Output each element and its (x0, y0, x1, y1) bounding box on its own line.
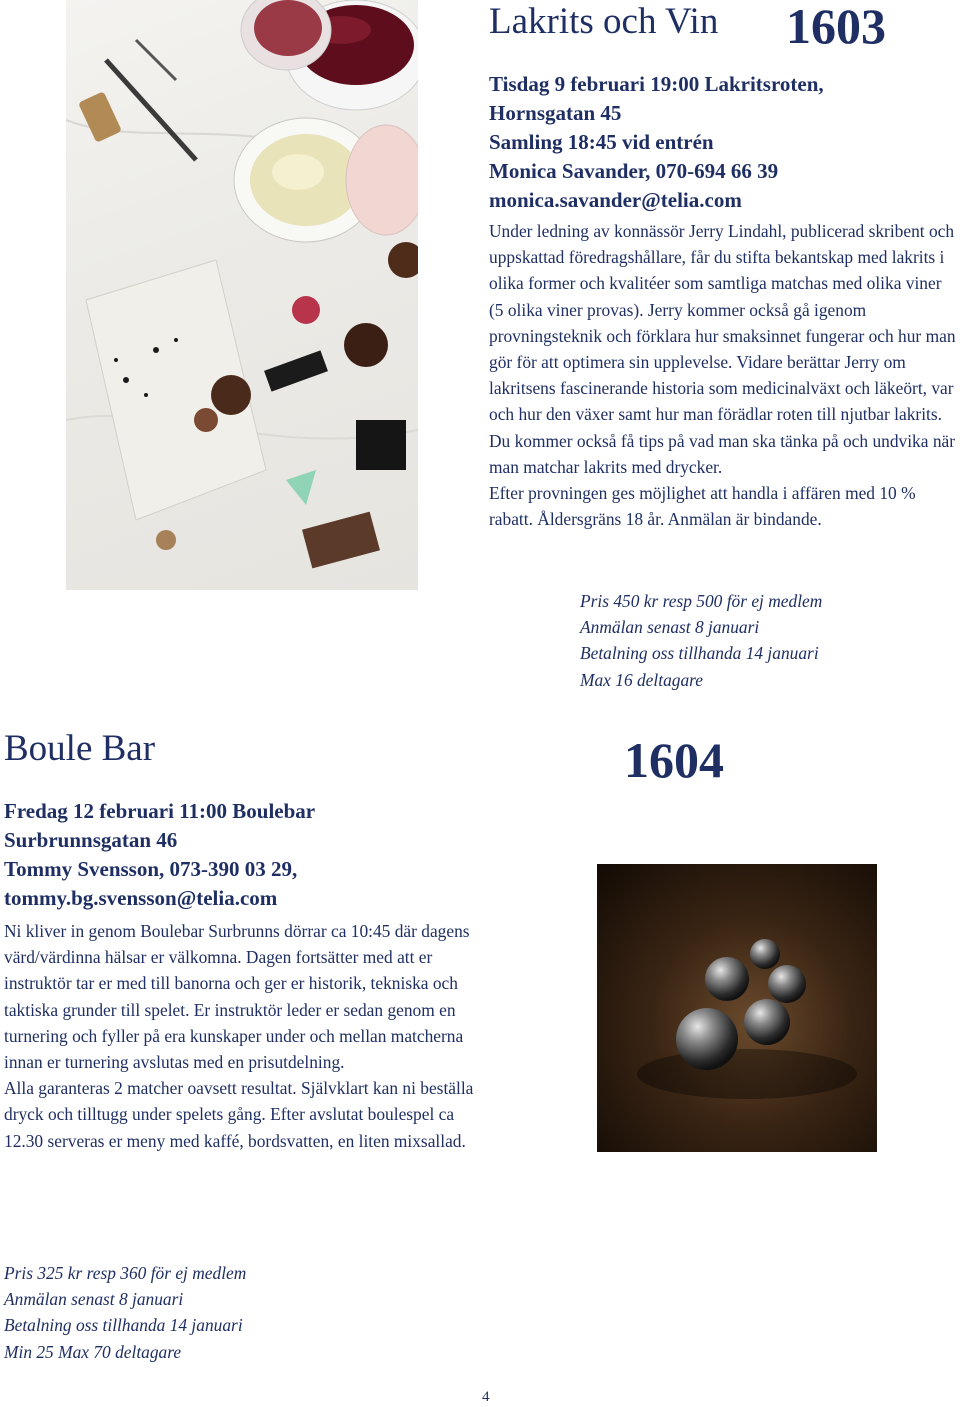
event-1603-price: Pris 450 kr resp 500 för ej medlem (580, 591, 823, 611)
event-1604-title: Boule Bar (4, 728, 156, 769)
event-1604-capacity: Min 25 Max 70 deltagare (4, 1341, 182, 1362)
event-1604-payment: Betalning oss tillhanda 14 januari (4, 1315, 243, 1336)
event-1603-deadline: Anmälan senast 8 januari (580, 617, 760, 638)
event-1603-paragraph: Under ledning av konnässör Jerry Lindahl, publicerad skribent och uppskattad föredragshållare, får du stifta bekantskap med lakrits i olika former och kvalitéer som samtliga matchas med olika viner (5 olika viner provas). Jerry kommer också gå igenom provningsteknik och förklara hur smaksinnet fungerar och hur man gör för att optimera sin upplevelse. Vidare berättar Jerry om lakritsens fascinerande historia som medicinalväxt och läkeört, var och hur den växer samt hur man förädlar roten till njutbar lakrits. Du kommer också få tips på vad man ska tänka på och undvika när man matchar lakrits med drycker. (489, 221, 956, 477)
page-number: 4 (482, 1389, 490, 1405)
event-1603-address: Hornsgatan 45 (489, 101, 622, 125)
event-1603-description (489, 218, 959, 532)
event-1603-title: Lakrits och Vin (489, 1, 719, 42)
event-1603-paragraph: Efter provningen ges möjlighet att handla i affären med 10 % rabatt. Åldersgräns 18 år. Anmälan är bindande. (489, 483, 916, 530)
event-1604-paragraph: Ni kliver in genom Boulebar Surbrunns dörrar ca 10:45 där dagens värd/värdinna hälsar er välkomna. Dagen fortsätter med att er instruktör tar er med till banorna och ger er historik, tekniska och taktiska grunder till spelet. Er instruktör leder er sedan genom en turnering och fyller på era kunskaper under och mellan matcherna innan er turnering avslutas med en prisutdelning. (4, 921, 470, 1073)
event-1604-contact: Tommy Svensson, 073-390 03 29, (4, 857, 298, 881)
event-1604-info (4, 1260, 246, 1365)
event-1603-capacity: Max 16 deltagare (580, 669, 703, 690)
event-1604-date: Fredag 12 februari 11:00 Boulebar (4, 799, 316, 823)
event-1604-deadline: Anmälan senast 8 januari (4, 1289, 184, 1310)
event-1603-email[interactable]: monica.savander@telia.com (489, 188, 742, 212)
event-1603-date: Tisdag 9 februari 19:00 Lakritsroten, (489, 72, 824, 96)
boule-balls-photo (597, 864, 877, 1152)
event-1603-payment: Betalning oss tillhanda 14 januari (580, 643, 819, 664)
event-1603-contact: Monica Savander, 070-694 66 39 (489, 159, 779, 183)
event-1603-info (580, 588, 822, 693)
event-1604-description (4, 918, 474, 1154)
event-1604-address: Surbrunnsgatan 46 (4, 828, 178, 852)
event-1603-details (489, 70, 959, 215)
event-1604-paragraph: Alla garanteras 2 matcher oavsett resultat. Självklart kan ni beställa dryck och tilltugg under spelets gång. Efter avslutat boulespel ca 12.30 serveras er meny med kaffé, bordsvatten, en liten mixsallad. (4, 1078, 474, 1151)
wine-licorice-photo (66, 0, 418, 590)
event-1604-email[interactable]: tommy.bg.svensson@telia.com (4, 886, 278, 910)
event-1603-number: 1603 (786, 0, 886, 54)
event-1604-number: 1604 (624, 732, 724, 788)
event-1603-gathering: Samling 18:45 vid entrén (489, 130, 714, 154)
event-1604-details (4, 797, 474, 913)
event-1604-price: Pris 325 kr resp 360 för ej medlem (4, 1263, 247, 1283)
